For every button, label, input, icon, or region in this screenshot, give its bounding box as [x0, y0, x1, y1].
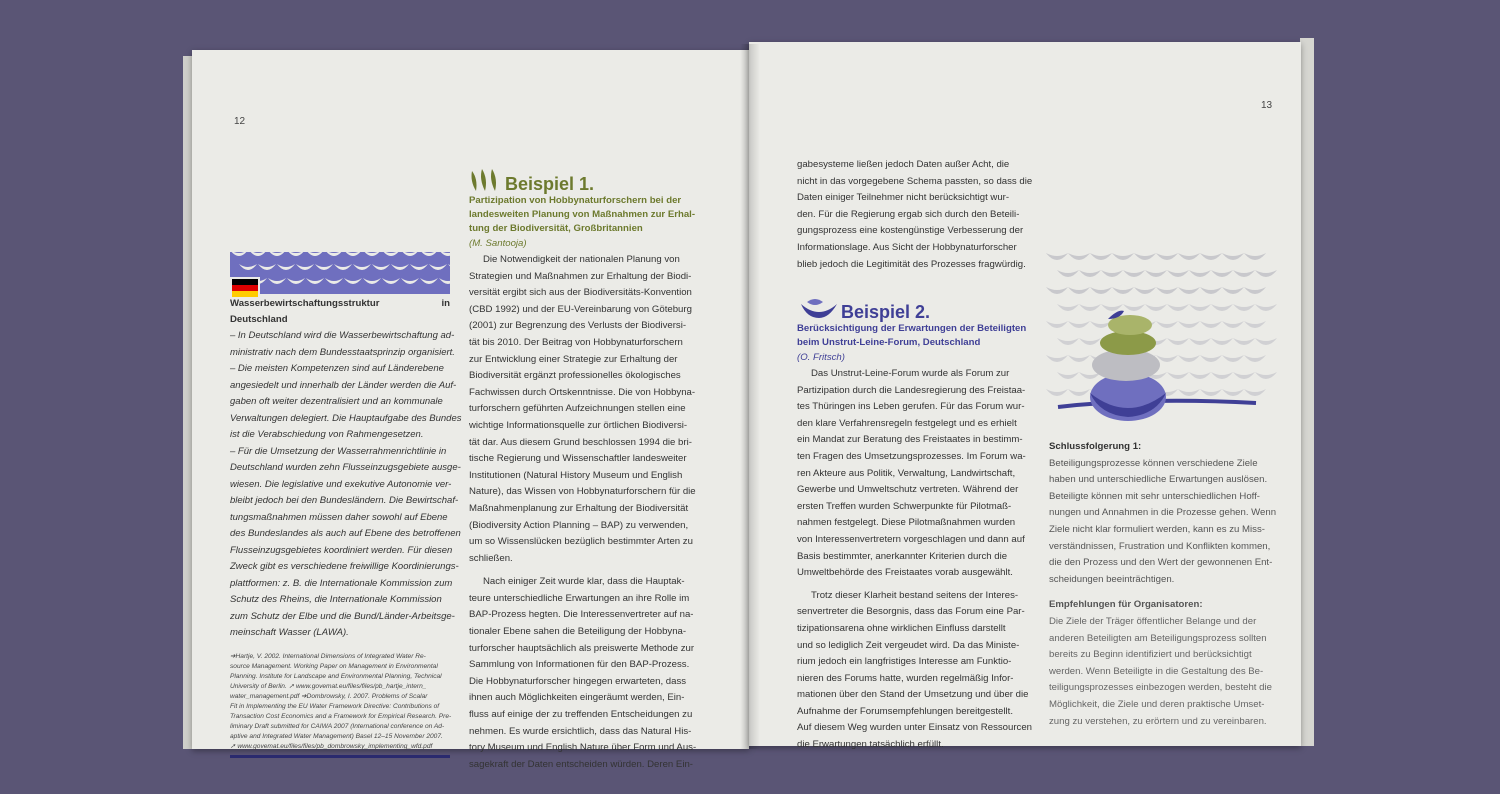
- paragraph-line: Strategien und Maßnahmen zur Erhaltung der Biodi-: [469, 270, 692, 282]
- conclusion-line: haben und unterschiedliche Erwartungen auslösen.: [1049, 474, 1268, 486]
- grey-scale-shape: [1222, 253, 1244, 260]
- grey-scale-shape: [1123, 304, 1145, 311]
- recommendation-line: teiligungsprozesses einbezogen werden, besteht die: [1049, 682, 1272, 694]
- sidebar-line: meinschaft Wasser (LAWA).: [230, 627, 349, 638]
- paragraph-line: Daten einiger Teilnehmer nicht berücksichtigt wur-: [797, 192, 1010, 204]
- paragraph-line: schließen.: [469, 552, 513, 564]
- example2-author: (O. Fritsch): [797, 352, 845, 363]
- paragraph-line: Biodiversität ergänzt professionelles ökologisches: [469, 370, 681, 382]
- page-number-left: 12: [234, 116, 246, 127]
- example2-subtitle: [797, 322, 1027, 350]
- sidebar-line: – Für die Umsetzung der Wasserrahmenrichtlinie in: [230, 445, 447, 457]
- paragraph-line: nieren des Forums hatte, wurden regelmäßig Infor-: [797, 672, 1014, 684]
- example1-paragraph-1: [469, 252, 697, 567]
- grey-scale-shape: [1068, 321, 1090, 328]
- grey-scale-shape: [1222, 389, 1244, 396]
- reference-line: ➔Hartje, V. 2002. International Dimensions of Integrated Water Re-: [230, 652, 426, 660]
- conclusion-line: Ziele nicht klar formuliert werden, kann es zu Miss-: [1049, 523, 1265, 535]
- grey-scale-shape: [1189, 338, 1211, 345]
- grey-scale-shape: [1167, 270, 1189, 277]
- grey-scale-shape: [1233, 270, 1255, 277]
- grey-scale-shape: [1090, 287, 1112, 294]
- grey-scale-shape: [1200, 253, 1222, 260]
- grey-scale-shape: [1211, 304, 1233, 311]
- recommendation-line: Die Ziele der Träger öffentlicher Belange und der: [1049, 615, 1257, 627]
- conclusion-line: die den Prozess und den Wert der gewonnenen Ent-: [1049, 557, 1273, 569]
- recommendations-title: Empfehlungen für Organisatoren:: [1049, 599, 1203, 611]
- paragraph-line: rium jedoch ein langfristiges Interesse am Funktio-: [797, 656, 1012, 668]
- grey-scale-shape: [1068, 355, 1090, 362]
- sidebar-line: – Die meisten Kompetenzen sind auf Länderebene: [230, 363, 444, 374]
- paragraph-line: fluss auf einige der zu treffenden Entscheidungen zu: [469, 709, 693, 721]
- stacked-stones-illustration: [1046, 247, 1266, 423]
- paragraph-line: Fachwissen durch Ortskenntnisse. Die von Hobbyna-: [469, 386, 696, 398]
- grey-scale-shape: [1244, 321, 1266, 328]
- conclusion-text: [1049, 456, 1279, 589]
- grey-scale-shape: [1255, 338, 1277, 345]
- conclusion-line: scheidungen beeinträchtigen.: [1049, 573, 1175, 585]
- paragraph-line: Aufnahme der Forumsempfehlungen bereitgestellt.: [797, 705, 1013, 717]
- paragraph-line: ten Fragen des Umsetzungsprozesses. Im Forum wa-: [797, 450, 1026, 462]
- grey-scale-shape: [1233, 372, 1255, 379]
- example1-paragraph-2: [469, 574, 697, 773]
- grey-scale-shape: [1211, 270, 1233, 277]
- paragraph-line: Gewerbe und Umweltschutz vertreten. Während der: [797, 484, 1019, 496]
- grey-scale-shape: [1046, 287, 1068, 294]
- grey-scale-shape: [1145, 304, 1167, 311]
- example1-subtitle: [469, 194, 697, 236]
- paragraph-line: den klare Verfahrensregeln festgelegt und es erhielt: [797, 417, 1017, 429]
- sidebar-line: plattformen: z. B. die Internationale Kommission zum: [230, 577, 453, 589]
- page-number-right: 13: [1261, 100, 1273, 111]
- example2-heading: Beispiel 2.: [841, 302, 931, 322]
- grey-scale-shape: [1090, 253, 1112, 260]
- sidebar-line: Deutschland wurden zehn Flusseinzugsgebiete ausge-: [230, 462, 461, 473]
- grey-scale-shape: [1057, 372, 1079, 379]
- grey-scale-shape: [1244, 389, 1266, 396]
- grey-scale-shape: [1123, 270, 1145, 277]
- example1-author: (M. Santooja): [469, 238, 527, 249]
- paragraph-line: Basis bestimmter, anerkannter Kriterien durch die: [797, 550, 1008, 562]
- left-page: [192, 50, 749, 770]
- recommendation-line: werden. Wenn Beteiligte in die Gestaltung des Be-: [1049, 665, 1264, 677]
- grey-scale-shape: [1068, 253, 1090, 260]
- paragraph-line: Sammlung von Informationen für den BAP-Prozess.: [469, 659, 690, 671]
- grey-scale-shape: [1222, 287, 1244, 294]
- paragraph-line: blieb jedoch die Legitimität des Prozesses fragwürdig.: [797, 258, 1026, 270]
- sidebar-line: gaben oft weiter dezentralisiert und an kommunale: [230, 396, 443, 407]
- conclusion-line: verständnissen, Frustration und Konflikten kommen,: [1049, 540, 1271, 552]
- grey-scale-shape: [1189, 372, 1211, 379]
- sidebar-line: wiesen. Die legislative und exekutive Autonomie ver-: [230, 478, 452, 490]
- paragraph-line: gabesysteme ließen jedoch Daten außer Acht, die: [797, 159, 1010, 170]
- paragraph-line: Umweltbehörde des Freistaates vorab ausgewählt.: [797, 567, 1013, 579]
- leaf-logo-icon: [470, 167, 502, 193]
- sidebar-text: [230, 328, 462, 642]
- grey-scale-shape: [1068, 389, 1090, 396]
- grey-scale-shape: [1079, 304, 1101, 311]
- grey-scale-shape: [1057, 304, 1079, 311]
- reference-line: aptive and Integrated Water Management) Basel 12–15 November 2007.: [230, 732, 443, 740]
- paragraph-line: Das Unstrut-Leine-Forum wurde als Forum zur: [811, 368, 1010, 379]
- paragraph-line: von Interessenvertretern vorgeschlagen und dann auf: [797, 533, 1025, 545]
- grey-scale-shape: [1211, 338, 1233, 345]
- grey-scale-shape: [1046, 253, 1068, 260]
- paragraph-line: Informationslage. Aus Sicht der Hobbynaturforscher: [797, 241, 1017, 253]
- conclusion-title: Schlussfolgerung 1:: [1049, 441, 1142, 452]
- paragraph-line: (2001) zur Begrenzung des Verlusts der Biodiversi-: [469, 320, 687, 332]
- grey-scale-shape: [1134, 287, 1156, 294]
- example1-column: [469, 194, 697, 773]
- bowl-logo-icon: [799, 296, 839, 318]
- example2-paragraph-1: [797, 366, 1027, 582]
- grey-scale-shape: [1068, 287, 1090, 294]
- continuation-text: [797, 157, 1033, 273]
- grey-scale-shape: [1134, 253, 1156, 260]
- grey-scale-shape: [1079, 338, 1101, 345]
- paragraph-line: gungsprozess eine kostengünstige Verbesserung der: [797, 225, 1024, 237]
- grey-scale-shape: [1156, 321, 1178, 328]
- conclusion-line: nungen und Annahmen in die Prozesse gehen. Wenn: [1049, 507, 1277, 519]
- conclusion-line: Beteiligungsprozesse können verschiedene Ziele: [1049, 457, 1258, 469]
- paragraph-line: ihnen auch Möglichkeiten eingeräumt werden, Ein-: [469, 692, 685, 704]
- example2-column: [797, 322, 1032, 754]
- sidebar-references: [230, 652, 450, 752]
- sidebar-info-box: [230, 296, 462, 758]
- recommendation-line: anderen Beteiligten am Beteiligungsprozess sollten: [1049, 632, 1267, 644]
- subtitle-line: Berücksichtigung der Erwartungen der Beteiligten: [797, 323, 1027, 334]
- paragraph-line: zur Entwicklung einer Strategie zur Erhaltung der: [469, 353, 678, 365]
- paragraph-line: BAP-Prozess hegten. Die Interessenvertreter auf na-: [469, 609, 694, 621]
- grey-scale-shape: [1244, 287, 1266, 294]
- grey-scale-shape: [1145, 270, 1167, 277]
- paragraph-line: (Biodiversity Action Planning – BAP) zu verwenden,: [469, 519, 689, 531]
- paragraph-line: teure unterschiedliche Erwartungen an ihre Rolle im: [469, 592, 690, 604]
- reference-line: liminary Draft submitted for CAIWA 2007 (International conference on Ad-: [230, 722, 445, 730]
- grey-scale-shape: [1167, 372, 1189, 379]
- paragraph-line: Partizipation durch die Landesregierung des Freistaa-: [797, 384, 1026, 396]
- paragraph-line: tät dar. Aus diesem Grund beschlossen 1994 die bri-: [469, 436, 692, 448]
- paragraph-line: Auf diesem Weg wurden unter Einsatz von Ressourcen: [797, 722, 1032, 734]
- sidebar-line: Zweck gibt es verschiedene freiwillige Koordinierungs-: [230, 561, 459, 572]
- right-page: [749, 42, 1301, 751]
- paragraph-line: Institutionen (Natural History Museum und English: [469, 469, 683, 481]
- grey-scale-shape: [1156, 355, 1178, 362]
- sidebar-line: ministrativ nach dem Bundesstaatsprinzip organisiert.: [230, 346, 455, 358]
- paragraph-line: die Erwartungen tatsächlich erfüllt.: [797, 739, 944, 751]
- grey-scale-shape: [1057, 338, 1079, 345]
- grey-scale-shape: [1200, 321, 1222, 328]
- paragraph-line: tizipationsarena ohne wirklichen Einfluss darstellt: [797, 622, 1006, 634]
- grey-scale-shape: [1233, 304, 1255, 311]
- grey-scale-shape: [1156, 287, 1178, 294]
- grey-scale-shape: [1189, 270, 1211, 277]
- paragraph-line: ren Akteure aus Politik, Verwaltung, Landwirtschaft,: [797, 467, 1016, 479]
- grey-scale-shape: [1200, 389, 1222, 396]
- grey-scale-shape: [1178, 389, 1200, 396]
- recommendation-line: bereits zu Beginn identifiziert und berücksichtigt: [1049, 649, 1252, 661]
- paragraph-line: tory Museum und English Nature über Form und Aus-: [469, 742, 697, 754]
- sidebar-line: des Bundeslandes als auch auf Ebene des betroffenen: [230, 528, 461, 539]
- reference-line: ➚ www.govemat.eu/files/files/pb_dombrowsky_implementing_wfd.pdf: [230, 742, 433, 750]
- grey-scale-shape: [1244, 253, 1266, 260]
- recommendations-text: [1049, 614, 1279, 730]
- grey-scale-shape: [1046, 389, 1068, 396]
- sidebar-line: tungsmaßnahmen müssen daher sowohl auf Ebene: [230, 511, 448, 523]
- water-scale-shape: [448, 264, 466, 270]
- paragraph-line: turforschern geführten Aufzeichnungen stellen eine: [469, 403, 686, 415]
- sidebar-line: zum Schutz der Elbe und die Bund/Länder-Arbeitsge-: [230, 610, 455, 622]
- grey-scale-shape: [1112, 253, 1134, 260]
- recommendation-line: Möglichkeit, die Ziele und deren praktische Umset-: [1049, 698, 1265, 710]
- grey-scale-shape: [1156, 253, 1178, 260]
- grey-scale-shape: [1046, 355, 1068, 362]
- paragraph-line: (CBD 1992) und der EU-Vereinbarung von Göteburg: [469, 303, 692, 315]
- paragraph-line: Maßnahmenplanung zur Erhaltung der Biodiversität: [469, 502, 689, 514]
- paragraph-line: nicht in das vorgegebene Schema passten, so dass die: [797, 175, 1033, 187]
- grey-scale-shape: [1178, 355, 1200, 362]
- paragraph-line: und so lediglich Zeit vergeudet wird. Da das Ministe-: [797, 639, 1020, 651]
- sidebar-line: angesiedelt und innerhalb der Länder werden die Auf-: [230, 379, 457, 391]
- paragraph-line: tes Thüringen ins Leben gerufen. Für das Forum wur-: [797, 401, 1025, 413]
- page-stack-right: [1300, 38, 1314, 746]
- paragraph-line: nehmen. Es wurde ersichtlich, dass das Natural His-: [469, 725, 692, 737]
- subtitle-line: tung der Biodiversität, Großbritannien: [469, 223, 643, 234]
- reference-line: Fit in Implementing the EU Water Framework Directive: Contributions of: [230, 702, 440, 710]
- grey-scale-shape: [1200, 355, 1222, 362]
- example1-heading: Beispiel 1.: [505, 174, 595, 194]
- water-pattern-illustration: [230, 246, 450, 296]
- grey-scale-shape: [1222, 355, 1244, 362]
- paragraph-line: sagekraft der Daten entscheiden würden. Deren Ein-: [469, 758, 693, 770]
- conclusion-line: Beteiligte können mit sehr unterschiedlichen Hoff-: [1049, 490, 1261, 502]
- paragraph-line: turforscher hauptsächlich als preiswerte Methode zur: [469, 642, 695, 654]
- reference-line: source Management. Working Paper on Management in Environmental: [230, 662, 438, 670]
- sidebar-line: Verwaltungen delegiert. Die Hauptaufgabe des Bundes: [230, 412, 462, 424]
- reference-line: University of Berlin. ➚ www.govemat.eu/files/files/pb_hartje_intern_: [230, 682, 427, 690]
- paragraph-line: nahmen festgelegt. Diese Pilotmaßnahmen wurden: [797, 517, 1016, 529]
- grey-scale-shape: [1189, 304, 1211, 311]
- reference-line: Planning. Institute for Landscape and Environmental Planning, Technical: [230, 672, 442, 680]
- grey-scale-shape: [1211, 372, 1233, 379]
- paragraph-line: Nature), das Wissen von Hobbynaturforschern für die: [469, 486, 696, 498]
- grey-scale-shape: [1101, 304, 1123, 311]
- book-gutter-shadow: [740, 44, 760, 749]
- grey-scale-shape: [1167, 304, 1189, 311]
- grey-scale-shape: [1112, 287, 1134, 294]
- paragraph-line: Nach einiger Zeit wurde klar, dass die Hauptak-: [483, 576, 685, 588]
- paragraph-line: tionaler Ebene sahen die Beteiligung der Hobbyna-: [469, 626, 687, 638]
- grey-scale-shape: [1178, 253, 1200, 260]
- sidebar-line: ist die Verabschiedung von Rahmengesetzen.: [230, 429, 424, 440]
- paragraph-line: den. Für die Regierung ergab sich durch den Beteili-: [797, 208, 1020, 220]
- grey-scale-shape: [1233, 338, 1255, 345]
- paragraph-line: um so Wissenslücken bezüglich bestimmter Arten zu: [469, 536, 693, 548]
- paragraph-line: ersten Treffen wurden Schwerpunkte für Pilotmaß-: [797, 500, 1012, 512]
- grey-scale-shape: [1178, 321, 1200, 328]
- subtitle-line: Partizipation von Hobbynaturforschern bei der: [469, 195, 682, 206]
- paragraph-line: mationen über den Stand der Umsetzung und über die: [797, 689, 1029, 701]
- grey-scale-shape: [1057, 270, 1079, 277]
- grey-scale-shape: [1178, 287, 1200, 294]
- paragraph-line: versität ergibt sich aus der Biodiversitäts-Konvention: [469, 287, 692, 299]
- grey-scale-shape: [1046, 321, 1068, 328]
- conclusion-box: [1049, 439, 1279, 730]
- sidebar-line: bleibt jedoch bei den Bundesländern. Die Bewirtschaf-: [230, 495, 459, 506]
- grey-scale-shape: [1167, 338, 1189, 345]
- paragraph-line: Die Hobbynaturforscher hingegen erwarteten, dass: [469, 675, 687, 687]
- sidebar-bottom-rule: [230, 755, 450, 758]
- sidebar-line: – In Deutschland wird die Wasserbewirtschaftung ad-: [230, 330, 455, 341]
- example2-paragraph-2: [797, 588, 1032, 754]
- sidebar-line: Schutz des Rheins, die Internationale Kommission: [230, 594, 442, 605]
- paragraph-line: ein Mandat zur Beratung des Freistaates in bestimm-: [797, 434, 1023, 446]
- grey-scale-shape: [1255, 372, 1277, 379]
- subtitle-line: beim Unstrut-Leine-Forum, Deutschland: [797, 337, 981, 348]
- sidebar-title: Wasserbewirtschaftungsstruktur in Deutschland: [230, 298, 450, 325]
- grey-scale-shape: [1222, 321, 1244, 328]
- paragraph-line: senvertreter die Besorgnis, dass das Forum eine Par-: [797, 606, 1025, 618]
- reference-line: Transaction Cost Economics and a Framework for Empirical Research. Pre-: [230, 712, 452, 720]
- grey-scale-shape: [1101, 270, 1123, 277]
- paragraph-line: tät bis 2010. Der Beitrag von Hobbynaturforschern: [469, 336, 683, 348]
- sidebar-line: Flusseinzugsgebietes koordiniert werden. Für diesen: [230, 544, 453, 556]
- recommendation-line: zung zu verstehen, zu erörtern und zu vereinbaren.: [1049, 715, 1267, 727]
- grey-scale-shape: [1255, 304, 1277, 311]
- paragraph-line: tische Regierung und Wissenschaftler landesweiter: [469, 453, 687, 465]
- paragraph-line: wichtige Informationsquelle zur örtlichen Biodiversi-: [469, 419, 688, 431]
- paragraph-line: Trotz dieser Klarheit bestand seitens der Interes-: [811, 589, 1019, 601]
- grey-scale-shape: [1079, 270, 1101, 277]
- grey-scale-shape: [1244, 355, 1266, 362]
- subtitle-line: landesweiten Planung von Maßnahmen zur Erhal-: [469, 209, 696, 220]
- grey-scale-shape: [1200, 287, 1222, 294]
- reference-line: water_management.pdf ➔Dombrowsky, I. 2007. Problems of Scalar: [230, 692, 428, 700]
- paragraph-line: Die Notwendigkeit der nationalen Planung von: [483, 254, 680, 265]
- grey-scale-shape: [1255, 270, 1277, 277]
